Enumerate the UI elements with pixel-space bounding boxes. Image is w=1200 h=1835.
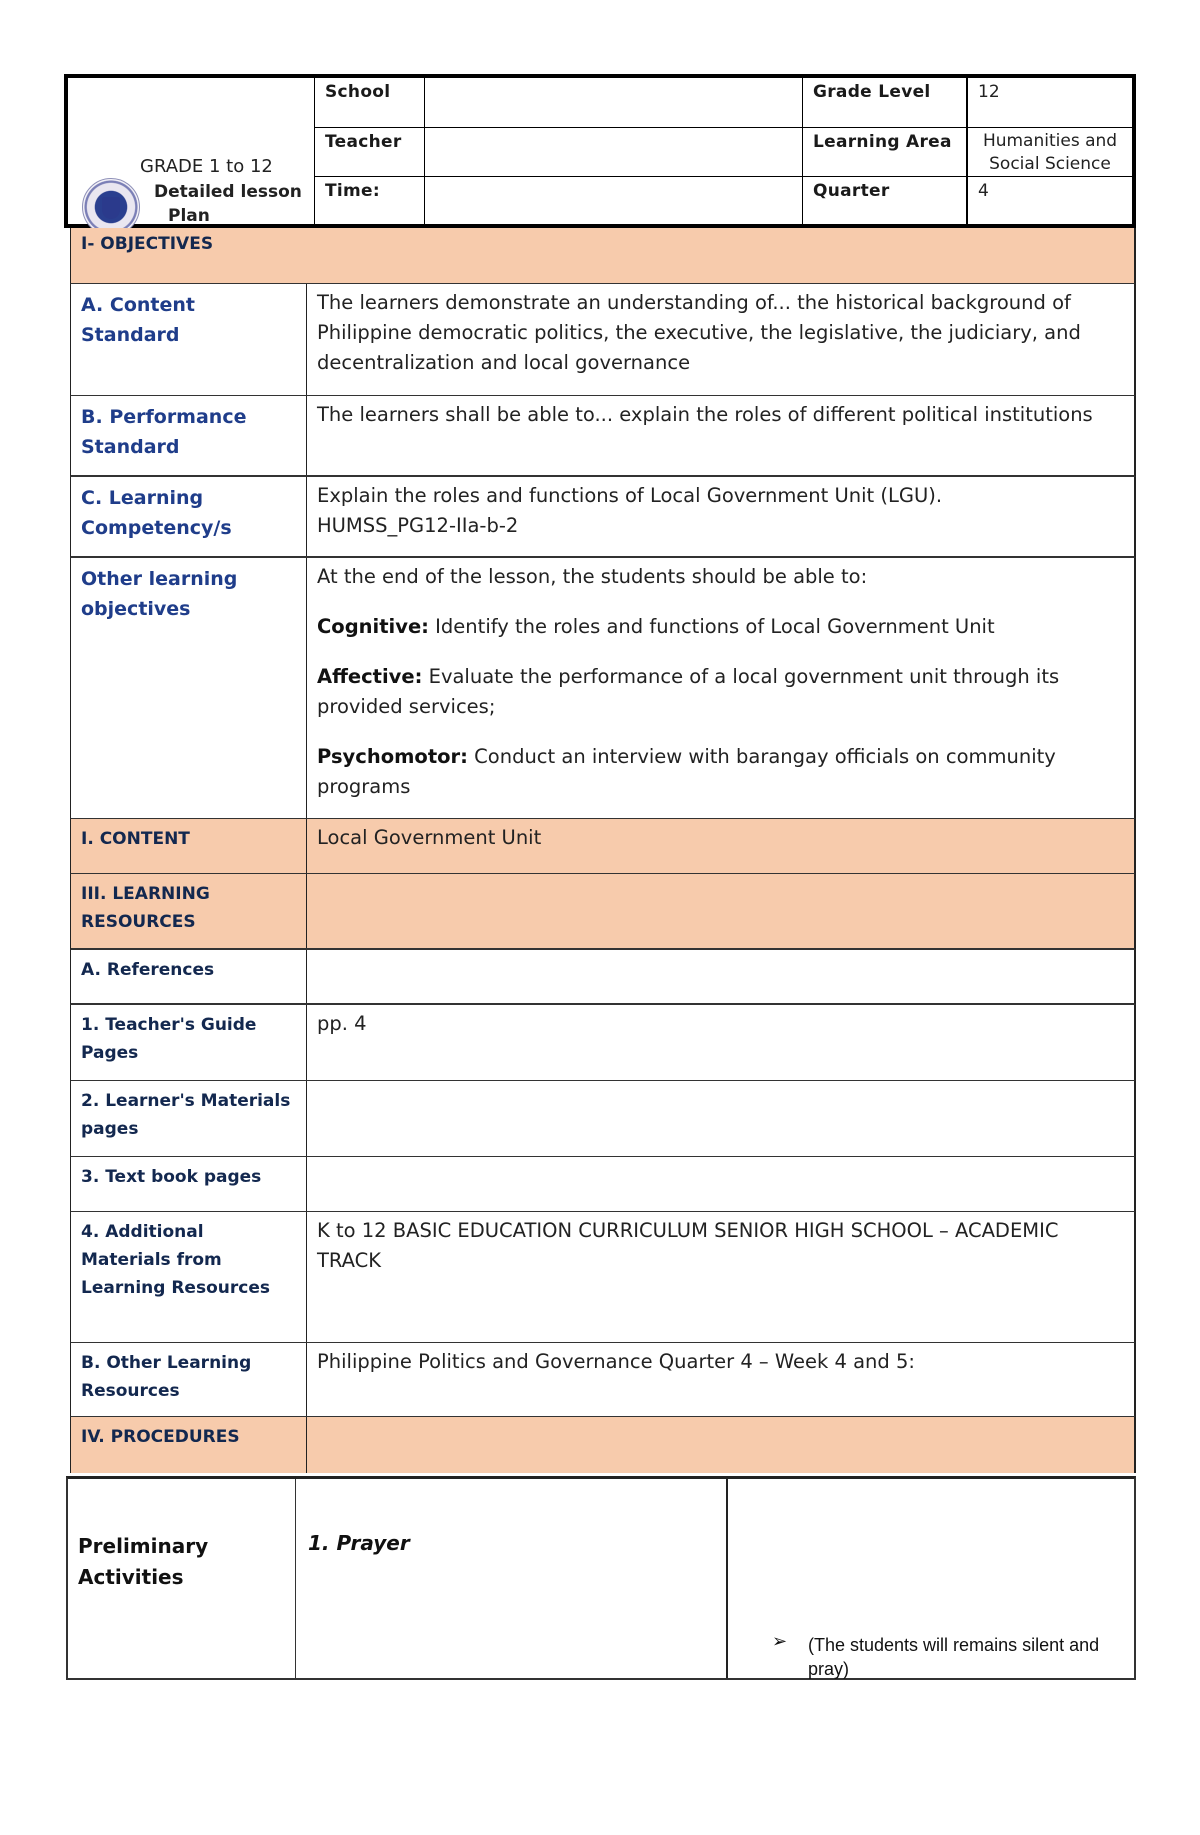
grade-level-label: Grade Level [802, 78, 966, 127]
psychomotor-label: Psychomotor: [317, 745, 468, 768]
performance-standard-text: The learners shall be able to... explain the roles of different political institutions [317, 403, 1093, 426]
other-resources-row [70, 1343, 1136, 1417]
cognitive-objective [317, 612, 1124, 642]
student-response-cell [728, 1479, 1134, 1678]
competency-code: HUMSS_PG12-IIa-b-2 [317, 514, 519, 537]
learning-area-label: Learning Area [802, 127, 966, 176]
lesson-plan-header [64, 74, 1136, 228]
plan-title-line2: Plan [168, 206, 210, 226]
affective-text: Evaluate the performance of a local government unit through its provided services; [317, 665, 1060, 718]
teachers-guide-text: pp. 4 [317, 1012, 367, 1035]
learning-resources-value [307, 874, 1134, 948]
psychomotor-text: Conduct an interview with barangay officials on community programs [317, 745, 1056, 798]
content-label: I. CONTENT [71, 819, 307, 873]
content-standard-row [70, 284, 1136, 396]
competency-description: Explain the roles and functions of Local Government Unit (LGU). [317, 484, 943, 507]
grade-range-title: GRADE 1 to 12 [140, 156, 273, 177]
activity-cell: Preliminary Activities [68, 1479, 296, 1678]
step-cell: 1. Prayer [296, 1479, 728, 1678]
cognitive-text: Identify the roles and functions of Local Government Unit [428, 615, 995, 638]
textbook-label: 3. Text book pages [71, 1157, 307, 1211]
time-label: Time: [314, 176, 424, 224]
seal-shield-icon [102, 197, 120, 219]
content-standard-label: A. Content Standard [71, 284, 307, 395]
affective-objective [317, 662, 1124, 722]
arrow-bullet-icon: ➢ [772, 1631, 788, 1652]
objectives-title: I- OBJECTIVES [81, 234, 214, 254]
references-label: A. References [71, 950, 307, 1003]
other-resources-text: Philippine Politics and Governance Quarter 4 – Week 4 and 5: [317, 1350, 915, 1373]
teachers-guide-row [70, 1005, 1136, 1081]
content-section-row [70, 819, 1136, 874]
performance-standard-label: B. Performance Standard [71, 396, 307, 475]
additional-materials-row [70, 1212, 1136, 1343]
student-response-text: (The students will remains silent and pray) [808, 1635, 1100, 1679]
objectives-intro: At the end of the lesson, the students should be able to: [317, 565, 868, 588]
header-title-block [68, 78, 314, 224]
content-standard-text: The learners demonstrate an understanding of... the historical background of Philippine democratic politics, the executive, the legislative, the judiciary, and decentralization and local governance [317, 291, 1081, 374]
affective-label: Affective: [317, 665, 423, 688]
learners-materials-row [70, 1081, 1136, 1157]
school-label: School [314, 78, 424, 127]
references-row [70, 950, 1136, 1005]
learning-resources-label: III. LEARNING RESOURCES [71, 874, 307, 948]
quarter-label: Quarter [802, 176, 966, 224]
performance-standard-row [70, 396, 1136, 477]
grade-level-value[interactable]: 12 [966, 78, 1132, 127]
objectives-section-header [70, 228, 1136, 284]
other-resources-label: B. Other Learning Resources [71, 1343, 307, 1416]
content-text: Local Government Unit [317, 826, 542, 849]
teachers-guide-label: 1. Teacher's Guide Pages [71, 1005, 307, 1080]
procedures-section-row [70, 1417, 1136, 1473]
other-objectives-label: Other learning objectives [71, 558, 307, 818]
textbook-row [70, 1157, 1136, 1212]
additional-materials-label: 4. Additional Materials from Learning Resources [71, 1212, 307, 1342]
other-objectives-content [307, 558, 1134, 818]
plan-title-line1: Detailed lesson [154, 182, 302, 202]
procedures-table [66, 1476, 1136, 1680]
procedures-value [307, 1417, 1134, 1473]
procedures-label: IV. PROCEDURES [71, 1417, 307, 1473]
additional-materials-text: K to 12 BASIC EDUCATION CURRICULUM SENIOR HIGH SCHOOL – ACADEMIC TRACK [317, 1219, 1059, 1272]
learning-resources-section-row [70, 874, 1136, 950]
teacher-label: Teacher [314, 127, 424, 176]
learning-competency-row [70, 477, 1136, 558]
learning-competency-text [307, 477, 1134, 556]
textbook-text [307, 1157, 1134, 1211]
cognitive-label: Cognitive: [317, 615, 429, 638]
plan-title [154, 180, 302, 228]
other-objectives-row [70, 558, 1136, 819]
learners-materials-label: 2. Learner's Materials pages [71, 1081, 307, 1156]
learners-materials-text [307, 1081, 1134, 1156]
quarter-value[interactable]: 4 [966, 176, 1132, 224]
references-text [307, 950, 1134, 1003]
learning-competency-label: C. Learning Competency/s [71, 477, 307, 556]
learning-area-value[interactable]: Humanities and Social Science [966, 127, 1132, 176]
psychomotor-objective [317, 742, 1124, 802]
